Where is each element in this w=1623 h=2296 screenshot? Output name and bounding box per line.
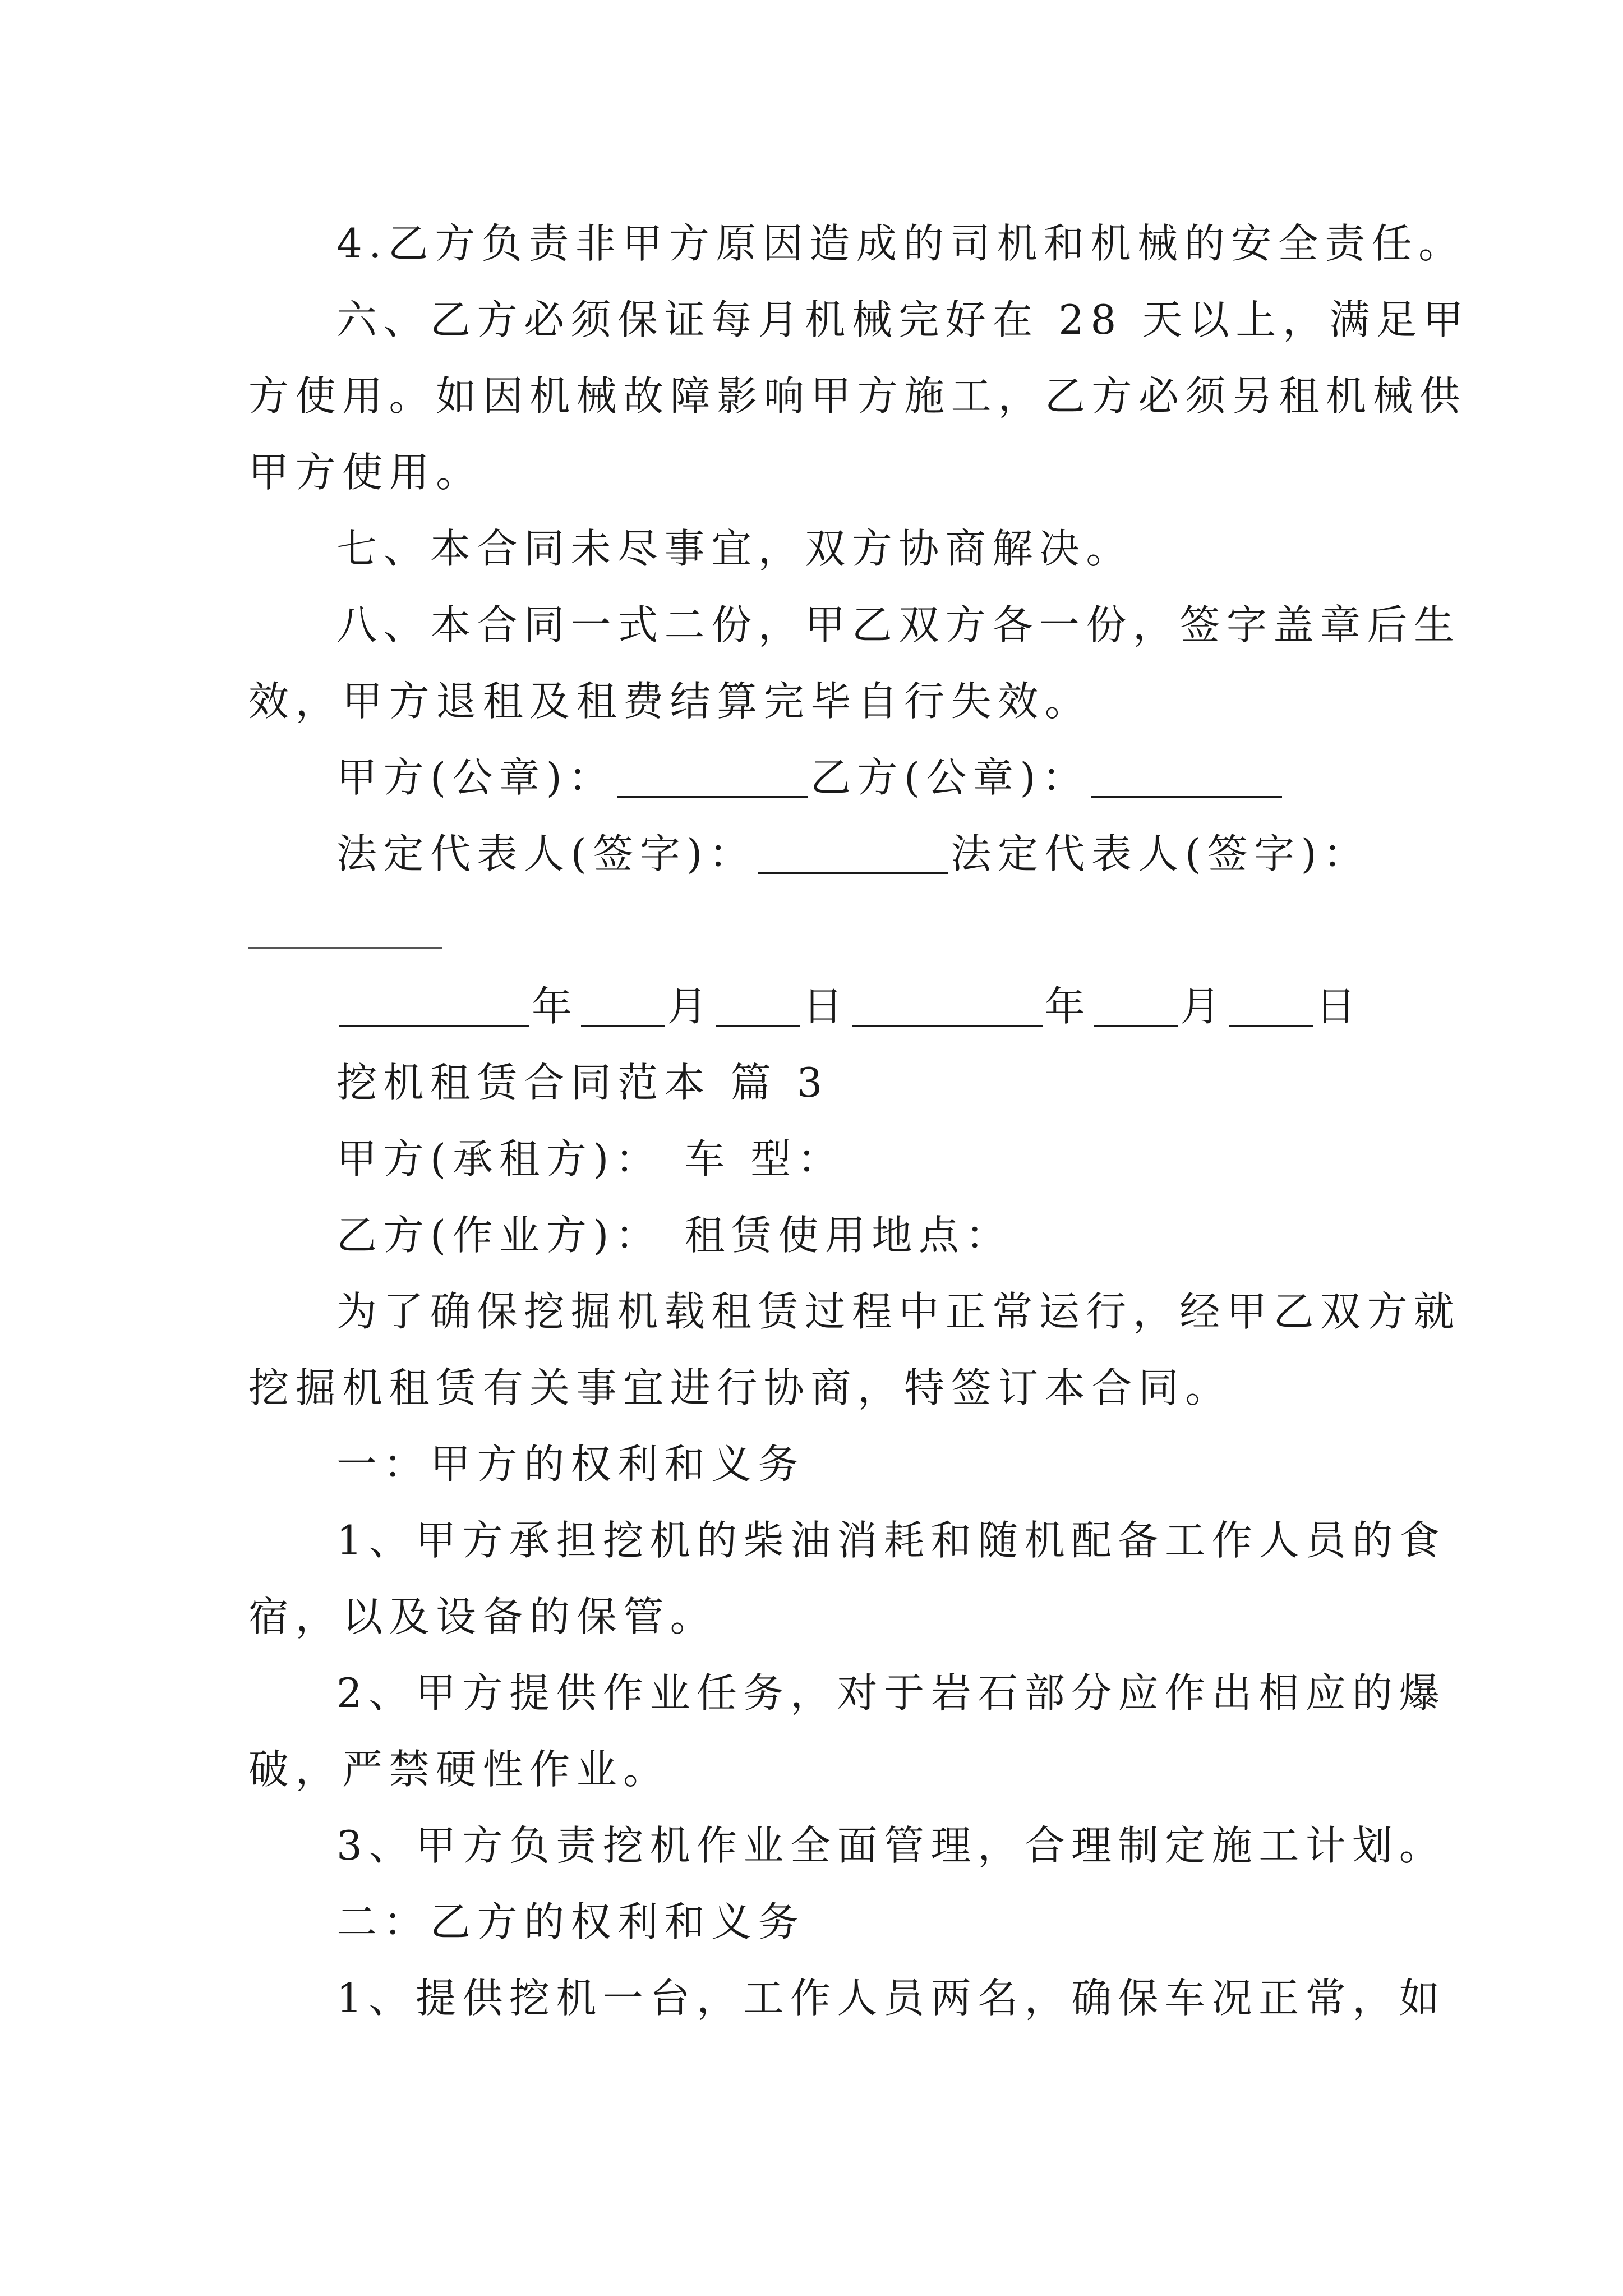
- party-a-seal-blank: [617, 761, 808, 798]
- clause-8-line-1: 八、本合同一式二份，甲乙双方各一份，签字盖章后生: [336, 601, 1461, 648]
- party-a-seal-label: 甲方(公章)：: [336, 754, 615, 801]
- year-blank-b: [852, 990, 1043, 1027]
- a-duty-2-line-1: 2、甲方提供作业任务，对于岩石部分应作出相应的爆: [336, 1669, 1446, 1717]
- preamble-line-2: 挖掘机租赁有关事宜进行协商，特签订本合同。: [248, 1364, 1232, 1411]
- car-type-label: 车 型：: [684, 1135, 845, 1182]
- date-row: [336, 983, 1363, 1030]
- clause-6-line-3: 甲方使用。: [248, 449, 483, 496]
- clause-6-line-2: 方使用。如因机械故障影响甲方施工，乙方必须另租机械供: [248, 372, 1467, 420]
- location-label: 租赁使用地点：: [684, 1212, 1012, 1259]
- a-duty-3: 3、甲方负责挖机作业全面管理，合理制定施工计划。: [336, 1822, 1446, 1869]
- month-blank-b: [1094, 990, 1178, 1027]
- year-label-a: 年: [532, 983, 579, 1030]
- representative-row: [336, 830, 1370, 877]
- party-b-label: 乙方(作业方)：: [336, 1212, 662, 1259]
- day-blank-a: [716, 990, 800, 1027]
- seal-row: [336, 754, 1284, 801]
- party-a-row: [336, 1135, 845, 1182]
- clause-6-line-1: 六、乙方必须保证每月机械完好在 28 天以上，满足甲: [336, 296, 1470, 343]
- clause-7: 七、本合同未尽事宜，双方协商解决。: [336, 525, 1133, 572]
- month-blank-a: [581, 990, 665, 1027]
- section-3-title: 挖机租赁合同范本 篇 3: [336, 1059, 829, 1106]
- party-b-seal-label: 乙方(公章)：: [810, 754, 1089, 801]
- a-duty-1-line-1: 1、甲方承担挖机的柴油消耗和随机配备工作人员的食: [336, 1517, 1446, 1564]
- rep-a-blank: [758, 838, 948, 874]
- day-label-a: 日: [803, 983, 850, 1030]
- b-duty-1-line-1: 1、提供挖机一台，工作人员两名，确保车况正常，如: [336, 1975, 1446, 2022]
- party-b-seal-blank: [1091, 761, 1282, 798]
- a-duty-2-line-2: 破，严禁硬性作业。: [248, 1746, 670, 1793]
- a-duty-1-line-2: 宿，以及设备的保管。: [248, 1593, 717, 1640]
- year-label-b: 年: [1044, 983, 1092, 1030]
- day-label-b: 日: [1315, 983, 1363, 1030]
- party-b-row: [336, 1212, 1012, 1259]
- month-label-a: 月: [667, 983, 714, 1030]
- rep-b-label: 法定代表人(签字)：: [951, 830, 1370, 877]
- heading-party-b-duties: 二：乙方的权利和义务: [336, 1898, 805, 1945]
- year-blank-a: [339, 990, 529, 1027]
- rep-a-label: 法定代表人(签字)：: [336, 830, 756, 877]
- month-label-b: 月: [1180, 983, 1227, 1030]
- clause-8-line-2: 效，甲方退租及租费结算完毕自行失效。: [248, 678, 1092, 725]
- rep-b-blank: [248, 947, 442, 949]
- clause-4: 4.乙方负责非甲方原因造成的司机和机械的安全责任。: [336, 220, 1465, 267]
- heading-party-a-duties: 一：甲方的权利和义务: [336, 1441, 805, 1488]
- day-blank-b: [1229, 990, 1313, 1027]
- party-a-label: 甲方(承租方)：: [336, 1135, 662, 1182]
- preamble-line-1: 为了确保挖掘机载租赁过程中正常运行，经甲乙双方就: [336, 1288, 1461, 1335]
